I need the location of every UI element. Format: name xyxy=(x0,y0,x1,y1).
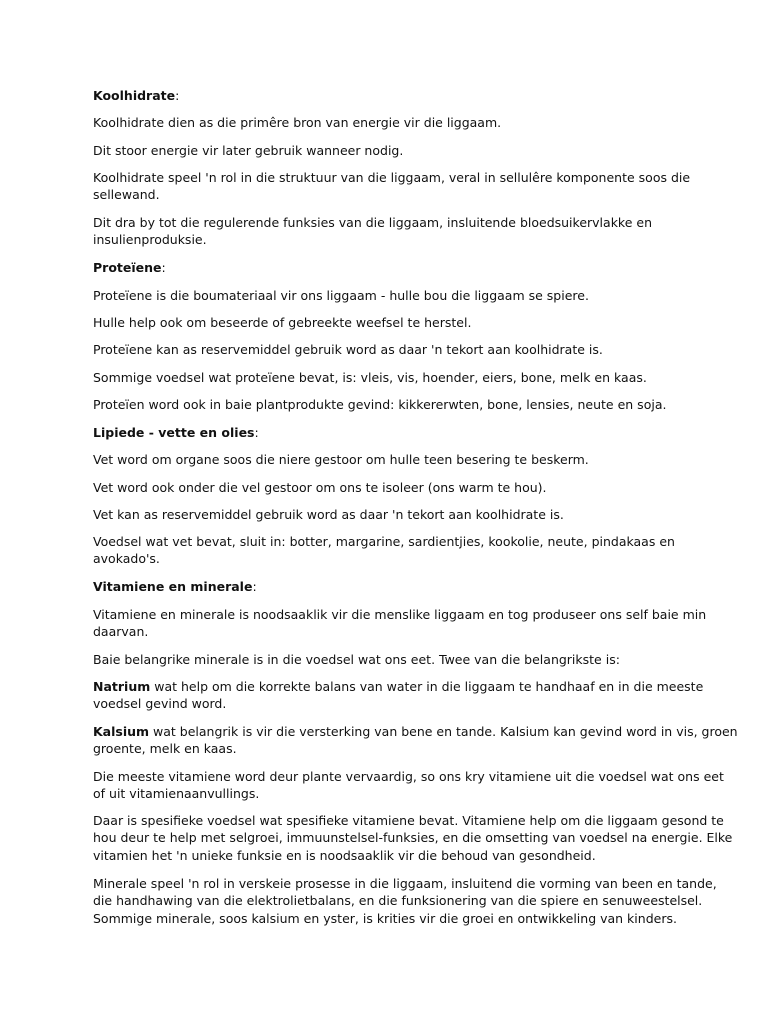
heading-proteiene: Proteïene: xyxy=(93,260,166,275)
paragraph: Vet word om organe soos die niere gestoor om hulle teen besering te beskerm. xyxy=(93,452,589,467)
heading-vitamiene-en-minerale: Vitamiene en minerale: xyxy=(93,579,257,594)
paragraph: Hulle help ook om beseerde of gebreekte weefsel te herstel. xyxy=(93,315,472,330)
paragraph: Koolhidrate speel 'n rol in die struktuur van die liggaam, veral in sellulêre komponente soos die sellewand. xyxy=(93,170,691,203)
paragraph: Minerale speel 'n rol in verskeie prosesse in die liggaam, insluitend die vorming van been en tande, die handhawing van die elektrolietbalans, en die funksionering van die spiere en senuweestelsel. Sommige minerale, soos kalsium en yster, is krities vir die groei en ontwikkeling van kinders. xyxy=(93,876,717,926)
paragraph: Dit stoor energie vir later gebruik wanneer nodig. xyxy=(93,143,404,158)
paragraph: Vitamiene en minerale is noodsaaklik vir die menslike liggaam en tog produseer ons self baie min daarvan. xyxy=(93,607,707,640)
paragraph: Proteïene is die boumateriaal vir ons liggaam - hulle bou die liggaam se spiere. xyxy=(93,288,589,303)
heading-koolhidrate: Koolhidrate: xyxy=(93,88,180,103)
paragraph-natrium: Natrium wat help om die korrekte balans van water in die liggaam te handhaaf en in die meeste voedsel gevind word. xyxy=(93,679,704,712)
paragraph: Baie belangrike minerale is in die voedsel wat ons eet. Twee van die belangrikste is: xyxy=(93,652,620,667)
paragraph: Proteïen word ook in baie plantprodukte gevind: kikkererwten, bone, lensies, neute en soja. xyxy=(93,397,667,412)
paragraph: Sommige voedsel wat proteïene bevat, is: vleis, vis, hoender, eiers, bone, melk en kaas. xyxy=(93,370,647,385)
paragraph: Koolhidrate dien as die primêre bron van energie vir die liggaam. xyxy=(93,115,502,130)
paragraph-kalsium: Kalsium wat belangrik is vir die versterking van bene en tande. Kalsium kan gevind word in vis, groen groente, melk en kaas. xyxy=(93,724,738,757)
paragraph: Daar is spesifieke voedsel wat spesifieke vitamiene bevat. Vitamiene help om die liggaam gesond te hou deur te help met selgroei, immuunstelsel-funksies, en die omsetting van voedsel na energie. Elke vitamien het 'n unieke funksie en is noodsaaklik vir die behoud van gesondheid. xyxy=(93,813,733,863)
paragraph: Vet kan as reservemiddel gebruik word as daar 'n tekort aan koolhidrate is. xyxy=(93,507,564,522)
paragraph: Proteïene kan as reservemiddel gebruik word as daar 'n tekort aan koolhidrate is. xyxy=(93,342,603,357)
paragraph: Die meeste vitamiene word deur plante vervaardig, so ons kry vitamiene uit die voedsel wat ons eet of uit vitamienaanvullings. xyxy=(93,769,724,802)
heading-lipiede: Lipiede - vette en olies: xyxy=(93,425,259,440)
paragraph: Dit dra by tot die regulerende funksies van die liggaam, insluitende bloedsuikervlakke en insulienproduksie. xyxy=(93,215,652,248)
paragraph: Vet word ook onder die vel gestoor om ons te isoleer (ons warm te hou). xyxy=(93,480,547,495)
paragraph: Voedsel wat vet bevat, sluit in: botter, margarine, sardientjies, kookolie, neute, pindakaas en avokado's. xyxy=(93,534,675,567)
